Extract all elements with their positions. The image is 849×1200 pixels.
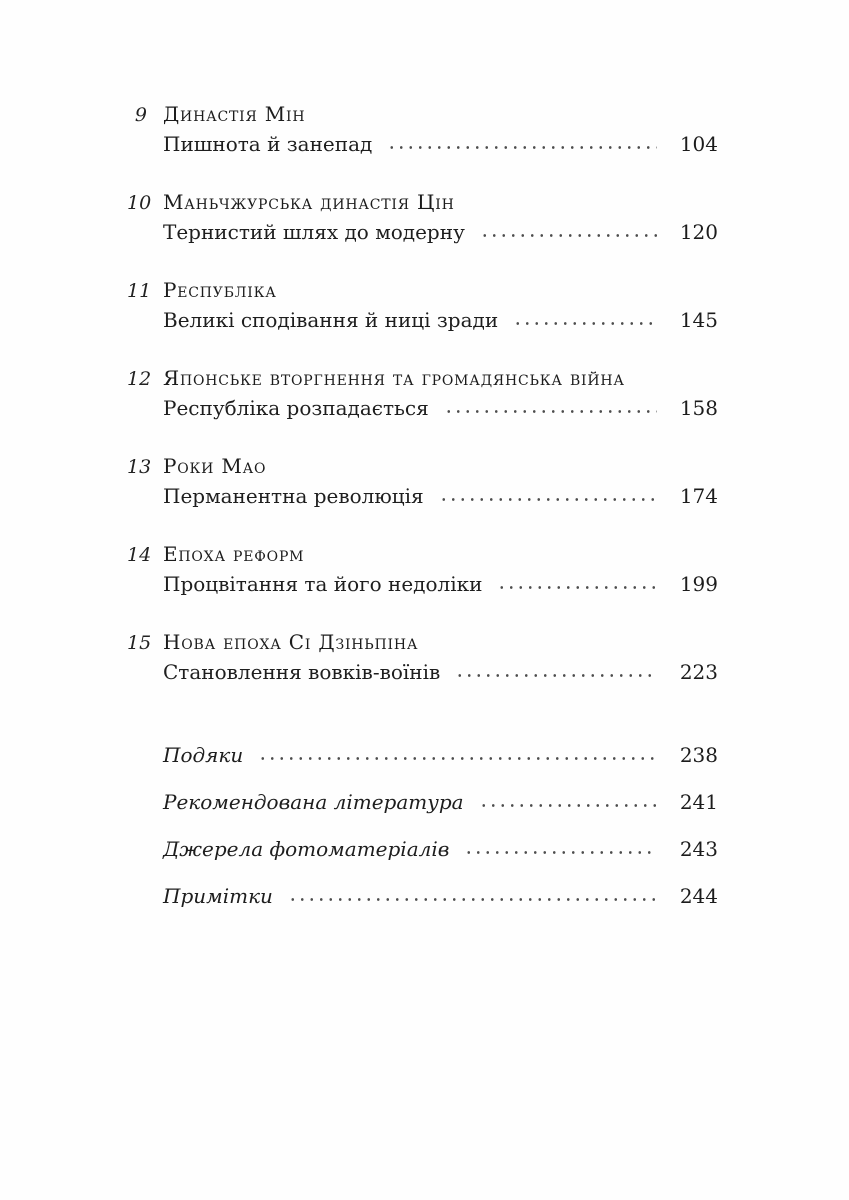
dot-leader [479,802,657,809]
chapter-number: 13 [127,456,152,478]
chapter-title: Маньчжурська династія Цін [163,190,455,214]
backmatter-item [163,741,718,770]
toc-entry-subtitle-row [163,482,718,511]
chapter-number: 14 [127,544,152,566]
chapter-subtitle: Пишнота й занепад [163,132,373,156]
dot-leader [513,320,657,327]
toc-entry [127,276,718,335]
table-of-contents [127,100,718,929]
toc-entry [127,188,718,247]
toc-entry-subtitle-row [163,306,718,335]
backmatter-label: Примітки [163,884,273,908]
dot-leader [444,408,657,415]
dot-leader [455,672,657,679]
backmatter-item [163,882,718,911]
dot-leader [258,755,657,762]
page-number: 199 [679,572,718,596]
backmatter-label: Рекомендована література [163,790,464,814]
backmatter-label: Джерела фотоматеріалів [163,837,450,861]
chapter-list [127,100,718,687]
toc-entry-subtitle-row [163,394,718,423]
toc-entry-title-row [127,276,718,306]
dot-leader [387,144,657,151]
chapter-title: Роки Мао [163,454,267,478]
page-number: 145 [679,308,718,332]
dot-leader [464,849,657,856]
chapter-subtitle: Процвітання та його недоліки [163,572,483,596]
chapter-title: Династія Мін [163,102,306,126]
dot-leader [497,584,657,591]
chapter-title: Республіка [163,278,277,302]
page-number: 243 [679,837,718,861]
chapter-number: 11 [127,280,152,302]
page-number: 174 [679,484,718,508]
page-number: 120 [679,220,718,244]
chapter-title: Нова епоха Сі Дзіньпіна [163,630,419,654]
backmatter-item [163,788,718,817]
page-number: 104 [679,132,718,156]
page-number: 158 [679,396,718,420]
toc-entry-title-row [127,364,718,394]
backmatter-list [127,741,718,911]
chapter-subtitle: Республіка розпадається [163,396,429,420]
page-number: 241 [679,790,718,814]
chapter-number: 9 [134,104,147,126]
toc-entry [127,364,718,423]
toc-entry-subtitle-row [163,130,718,159]
backmatter-label: Подяки [163,743,244,767]
toc-entry [127,100,718,159]
toc-entry-subtitle-row [163,570,718,599]
toc-entry-title-row [127,188,718,218]
toc-entry [127,452,718,511]
toc-entry-title-row [127,540,718,570]
chapter-title: Епоха реформ [163,542,305,566]
toc-entry-title-row [127,100,718,130]
page-number: 223 [679,660,718,684]
dot-leader [480,232,657,239]
dot-leader [288,896,657,903]
toc-entry-subtitle-row [163,218,718,247]
page-number: 244 [679,884,718,908]
toc-entry [127,540,718,599]
chapter-subtitle: Перманентна революція [163,484,424,508]
toc-entry [127,628,718,687]
chapter-number: 10 [127,192,152,214]
page-number: 238 [679,743,718,767]
chapter-subtitle: Великі сподівання й ниці зради [163,308,499,332]
backmatter-item [163,835,718,864]
chapter-number: 12 [127,368,152,390]
toc-entry-title-row [127,628,718,658]
chapter-number: 15 [127,632,152,654]
chapter-title: Японське вторгнення та громадянська війна [163,366,625,390]
chapter-subtitle: Становлення вовків-воїнів [163,660,441,684]
dot-leader [439,496,657,503]
toc-entry-title-row [127,452,718,482]
toc-entry-subtitle-row [163,658,718,687]
chapter-subtitle: Тернистий шлях до модерну [163,220,465,244]
